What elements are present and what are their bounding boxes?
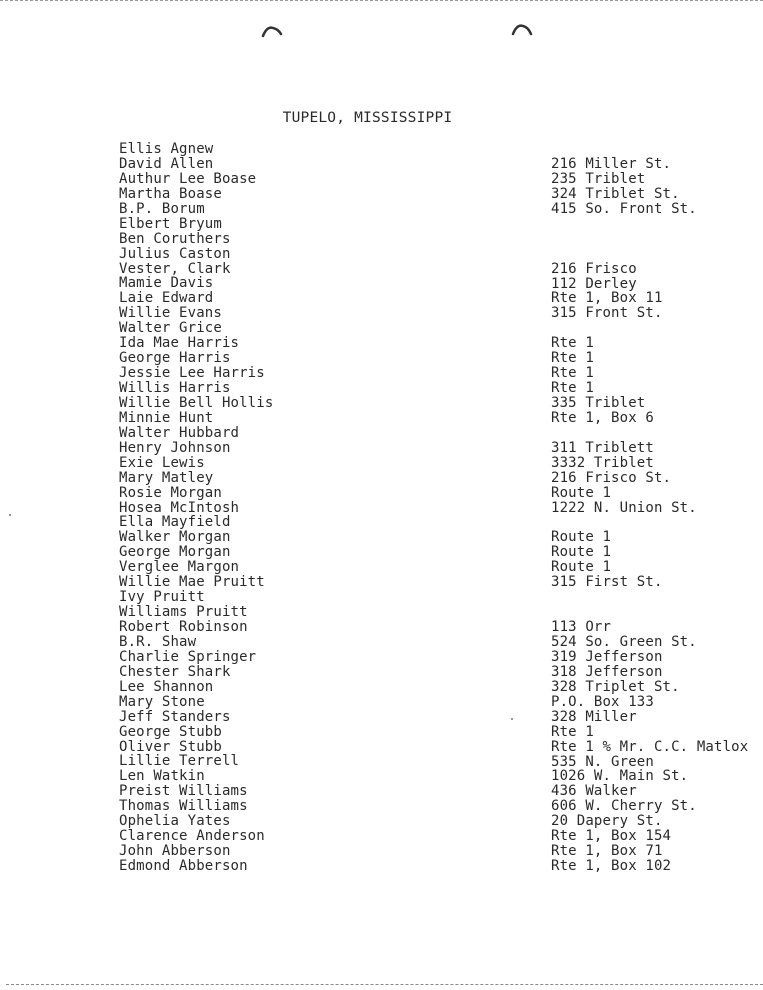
- list-item-name: Henry Johnson: [119, 439, 231, 456]
- list-item-name: Willie Evans: [119, 305, 222, 322]
- list-item-address: Rte 1, Box 102: [551, 858, 672, 875]
- list-item-name: Ida Mae Harris: [119, 335, 240, 352]
- list-item-name: B.R. Shaw: [119, 633, 197, 650]
- list-item-name: Exie Lewis: [119, 454, 205, 471]
- list-item-address: Route 1: [551, 529, 612, 546]
- list-item-name: Mary Matley: [119, 469, 214, 486]
- list-item-name: Ben Coruthers: [119, 230, 231, 247]
- list-item-address: Rte 1 % Mr. C.C. Matlox: [551, 738, 749, 755]
- list-item-address: 524 So. Green St.: [551, 634, 697, 650]
- list-item-address: 311 Triblett: [551, 439, 654, 456]
- list-item-name: Elbert Bryum: [119, 215, 222, 232]
- list-item-name: Rosie Morgan: [119, 484, 222, 501]
- paper-speck: [9, 514, 11, 516]
- list-item-address: Rte 1: [551, 335, 594, 352]
- list-item-name: Walter Grice: [119, 320, 222, 337]
- list-item-address: [551, 321, 748, 336]
- list-item-address: Route 1: [551, 544, 612, 561]
- list-item-name: Len Watkin: [119, 768, 205, 785]
- list-item-address: 415 So. Front St.: [551, 200, 697, 217]
- list-item-address: Rte 1: [551, 350, 594, 367]
- list-item-address: 335 Triblet: [551, 395, 646, 411]
- list-item-address: [551, 232, 748, 247]
- list-item-name: Lillie Terrell: [119, 753, 240, 770]
- page-title: TUPELO, MISSISSIPPI: [282, 110, 453, 126]
- list-item-name: Ellis Agnew: [119, 141, 214, 157]
- list-item-address: [551, 516, 748, 531]
- list-item-address: Rte 1: [551, 365, 594, 382]
- list-item-address: Rte 1, Box 154: [551, 828, 672, 845]
- list-item-address: P.O. Box 133: [551, 693, 654, 710]
- bottom-edge-rule: [6, 984, 763, 987]
- list-item-address: 328 Triplet St.: [551, 678, 680, 695]
- list-item-address: [551, 590, 748, 605]
- list-item-address: 324 Triblet St.: [551, 185, 680, 202]
- list-item-address: [551, 605, 748, 620]
- list-item-address: 112 Derley: [551, 275, 637, 292]
- addresses-column: [551, 157, 748, 874]
- list-item-name: Jeff Standers: [119, 708, 231, 725]
- list-item-name: Julius Caston: [119, 245, 231, 262]
- list-item-name: Verglee Margon: [119, 559, 240, 576]
- list-item-name: Clarence Anderson: [119, 828, 265, 845]
- list-item-name: Walter Hubbard: [119, 424, 240, 441]
- list-item-address: 318 Jefferson: [551, 663, 663, 680]
- list-item-address: Route 1: [551, 484, 612, 501]
- list-item-name: Jessie Lee Harris: [119, 365, 265, 382]
- list-item-name: Minnie Hunt: [119, 409, 214, 426]
- list-item-address: Rte 1, Box 11: [551, 290, 663, 307]
- list-item-name: Edmond Abberson: [119, 858, 248, 874]
- list-item-name: Lee Shannon: [119, 678, 214, 695]
- list-item-name: George Harris: [119, 350, 231, 367]
- list-item-name: Mary Stone: [119, 693, 205, 710]
- list-item-name: Laie Edward: [119, 290, 214, 307]
- list-item-address: 315 Front St.: [551, 305, 663, 322]
- list-item-address: 1222 N. Union St.: [551, 499, 697, 516]
- list-item-name: George Morgan: [119, 544, 231, 561]
- list-item-address: [551, 217, 748, 232]
- list-item-name: Chester Shark: [119, 663, 231, 680]
- list-item-name: Mamie Davis: [119, 275, 214, 292]
- list-item-name: Oliver Stubb: [119, 738, 222, 755]
- list-item-address: [551, 426, 748, 441]
- list-item-name: Williams Pruitt: [119, 604, 248, 621]
- list-item-name: Willis Harris: [119, 380, 231, 396]
- list-item-address: 1026 W. Main St.: [551, 768, 689, 785]
- list-item-address: 328 Miller: [551, 708, 637, 725]
- list-item-address: 216 Miller St.: [551, 156, 672, 172]
- list-item-name: Thomas Williams: [119, 798, 248, 815]
- list-item-address: Rte 1: [551, 723, 594, 740]
- list-item-name: Charlie Springer: [119, 648, 257, 665]
- top-edge-rule: [0, 0, 763, 3]
- list-item-name: Ivy Pruitt: [119, 589, 205, 606]
- list-item-address: 216 Frisco: [551, 260, 637, 277]
- list-item-name: Preist Williams: [119, 783, 248, 800]
- list-item-name: George Stubb: [119, 723, 222, 740]
- list-item-name: Walker Morgan: [119, 529, 231, 546]
- list-item-name: Ophelia Yates: [119, 813, 231, 830]
- list-item-address: Rte 1, Box 6: [551, 409, 654, 426]
- list-item-name: Willie Bell Hollis: [119, 394, 274, 411]
- list-item-address: Rte 1, Box 71: [551, 843, 663, 860]
- list-item-address: 319 Jefferson: [551, 648, 663, 665]
- list-item-name: Ella Mayfield: [119, 514, 231, 531]
- punch-hole-mark-right: [511, 22, 533, 38]
- list-item-address: Rte 1: [551, 380, 594, 397]
- list-item-name: Hosea McIntosh: [119, 499, 240, 516]
- list-item-address: 216 Frisco St.: [551, 469, 672, 486]
- list-item-address: Route 1: [551, 559, 612, 576]
- names-column: [119, 142, 273, 874]
- list-item-address: 535 N. Green: [551, 753, 654, 770]
- list-item-address: 315 First St.: [551, 574, 663, 591]
- paper-speck: [511, 718, 513, 720]
- list-item-name: Authur Lee Boase: [119, 170, 257, 187]
- list-item-address: 436 Walker: [551, 783, 637, 800]
- list-item-address: 235 Triblet: [551, 170, 646, 187]
- list-item-name: John Abberson: [119, 843, 231, 860]
- list-item-address: 3332 Triblet: [551, 454, 654, 471]
- list-item-name: Robert Robinson: [119, 619, 248, 635]
- list-item-name: Vester, Clark: [119, 260, 231, 277]
- list-item-name: Martha Boase: [119, 185, 222, 202]
- list-item-name: Willie Mae Pruitt: [119, 574, 265, 591]
- list-item-name: David Allen: [119, 155, 214, 172]
- list-item-address: 113 Orr: [551, 619, 612, 636]
- list-item-address: 606 W. Cherry St.: [551, 798, 697, 815]
- list-item-address: [551, 247, 748, 262]
- punch-hole-mark-left: [261, 22, 283, 38]
- list-item-address: 20 Dapery St.: [551, 813, 663, 830]
- list-item-name: B.P. Borum: [119, 200, 205, 217]
